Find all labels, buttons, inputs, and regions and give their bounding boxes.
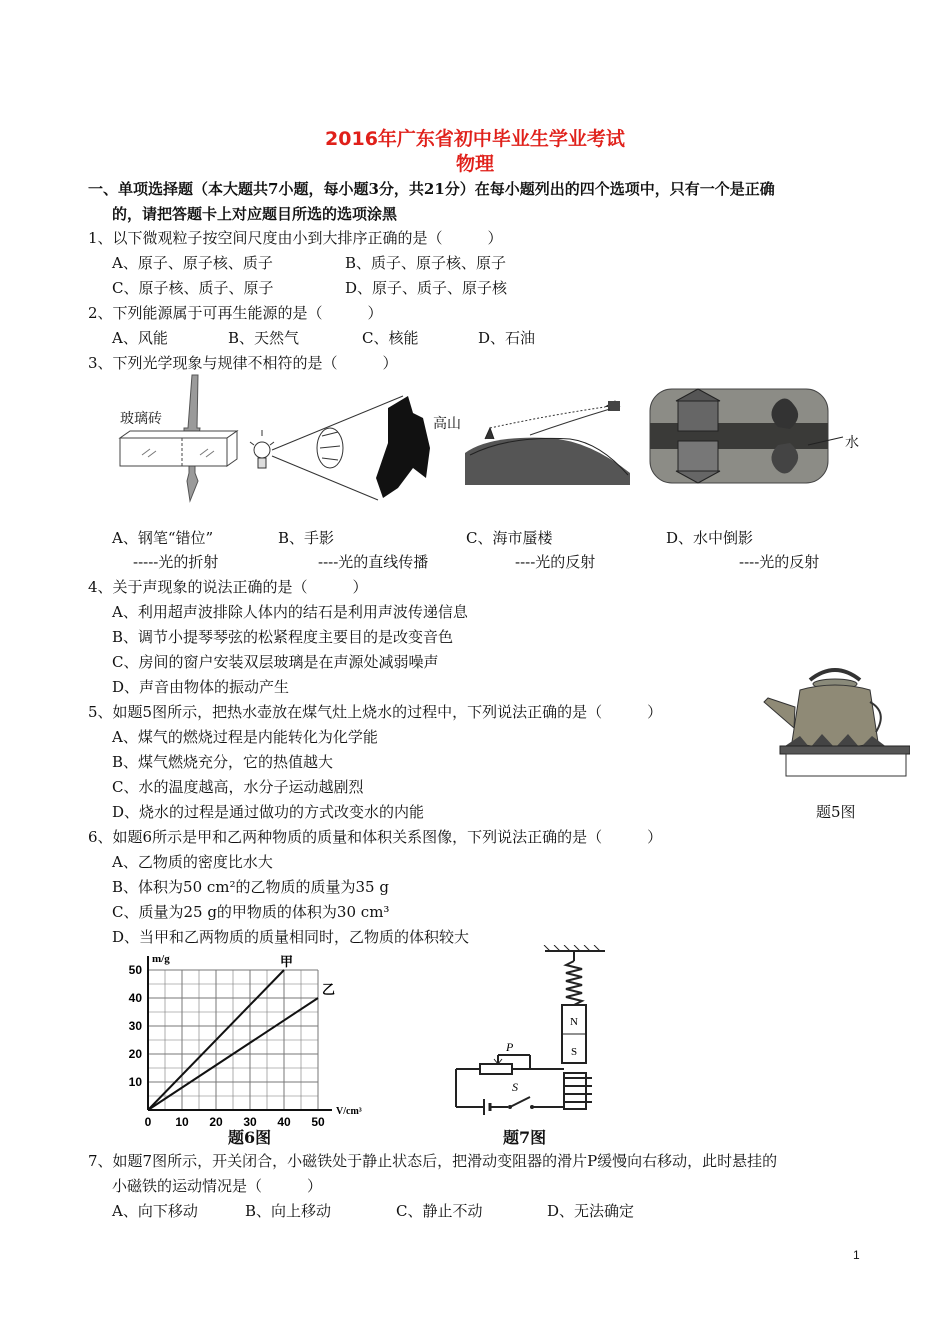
y-tick-label: 10 [128, 1075, 142, 1089]
q2-option-d: D、石油 [478, 329, 536, 347]
q7-figure-circuit [440, 945, 610, 1115]
label-glass-brick: 玻璃砖 [120, 411, 162, 427]
q3-option-c: C、海市蜃楼 [466, 529, 553, 547]
q6-option-d: D、当甲和乙两物质的质量相同时，乙物质的体积较大 [112, 928, 470, 946]
section-heading-line1: 一、单项选择题（本大题共7小题，每小题3分，共21分）在每小题列出的四个选项中，只有一个是正确 [88, 180, 775, 198]
q1-stem: 1、以下微观粒子按空间尺度由小到大排序正确的是（ ） [88, 229, 503, 247]
q6-option-c: C、质量为25 g的甲物质的体积为30 cm³ [112, 903, 390, 921]
q2-stem: 2、下列能源属于可再生能源的是（ ） [88, 304, 383, 322]
q6-mass-volume-chart [120, 950, 400, 1150]
q3-option-a: A、钢笔“错位” [112, 529, 214, 547]
q5-option-d: D、烧水的过程是通过做功的方式改变水的内能 [112, 803, 425, 821]
q3-option-d: D、水中倒影 [666, 529, 754, 547]
x-tick-label: 10 [175, 1115, 189, 1129]
q2-option-c: C、核能 [362, 329, 419, 347]
y-tick-label: 20 [128, 1047, 142, 1061]
x-tick-label: 0 [144, 1115, 152, 1129]
section-heading-line2: 的，请把答题卡上对应题目所选的选项涂黑 [112, 205, 398, 223]
q3-option-b-law: ----光的直线传播 [318, 553, 429, 571]
q5-option-b: B、煤气燃烧充分，它的热值越大 [112, 753, 334, 771]
magnet-n-label: N [570, 1016, 578, 1028]
q3-option-b: B、手影 [278, 529, 335, 547]
q3-figure-hand-shadow [248, 388, 438, 510]
label-water: 水 [845, 435, 859, 451]
q5-option-a: A、煤气的燃烧过程是内能转化为化学能 [112, 728, 378, 746]
q7-stem-line2: 小磁铁的运动情况是（ ） [112, 1177, 323, 1195]
q7-figure-caption: 题7图 [503, 1128, 547, 1147]
q3-option-d-law: ----光的反射 [739, 553, 820, 571]
q2-option-b: B、天然气 [228, 329, 300, 347]
y-tick-label: 30 [128, 1019, 142, 1033]
x-tick-label: 30 [243, 1115, 257, 1129]
label-mountain: 高山 [433, 416, 461, 432]
chart-series [148, 955, 335, 1110]
q4-option-d: D、声音由物体的振动产生 [112, 678, 290, 696]
q7-option-a: A、向下移动 [112, 1202, 198, 1220]
x-tick-label: 40 [277, 1115, 291, 1129]
chart-axes [148, 953, 362, 1117]
q3-option-c-law: ----光的反射 [515, 553, 596, 571]
q6-option-a: A、乙物质的密度比水大 [112, 853, 273, 871]
q1-option-d: D、原子、质子、原子核 [345, 279, 508, 297]
q7-stem-line1: 7、如题7图所示，开关闭合，小磁铁处于静止状态后，把滑动变阻器的滑片P缓慢向右移动，此时悬挂的 [88, 1152, 778, 1170]
q6-figure-caption: 题6图 [228, 1128, 272, 1147]
slider-p-label: P [506, 1040, 514, 1054]
subject-title: 物理 [455, 153, 494, 175]
chart-grid [148, 970, 318, 1110]
q5-stem: 5、如题5图所示，把热水壶放在煤气灶上烧水的过程中，下列说法正确的是（ ） [88, 703, 663, 721]
y-tick-label: 50 [128, 963, 142, 977]
magnet-s-label: S [570, 1046, 578, 1058]
page-number: 1 [853, 1248, 860, 1262]
q3-figure-pen-glass [112, 373, 247, 503]
y-axis-label: m/g [152, 953, 170, 965]
x-tick-label: 50 [311, 1115, 325, 1129]
q3-option-a-law: -----光的折射 [133, 553, 219, 571]
q5-figure-kettle [760, 662, 910, 780]
q6-option-b: B、体积为50 cm²的乙物质的质量为35 g [112, 878, 389, 896]
q5-figure-caption: 题5图 [816, 803, 856, 821]
x-tick-label: 20 [209, 1115, 223, 1129]
q7-option-b: B、向上移动 [245, 1202, 332, 1220]
exam-title: 2016年广东省初中毕业生学业考试 [325, 128, 625, 150]
q3-figure-water-reflection [648, 387, 858, 487]
q4-option-b: B、调节小提琴琴弦的松紧程度主要目的是改变音色 [112, 628, 454, 646]
q4-stem: 4、关于声现象的说法正确的是（ ） [88, 578, 368, 596]
q7-option-c: C、静止不动 [396, 1202, 483, 1220]
q4-option-c: C、房间的窗户安装双层玻璃是在声源处减弱噪声 [112, 653, 439, 671]
q1-option-b: B、质子、原子核、原子 [345, 254, 507, 272]
series-label-2: 乙 [322, 983, 336, 998]
q3-figure-mirage [430, 393, 635, 488]
q2-option-a: A、风能 [112, 329, 168, 347]
switch-s-label: S [512, 1080, 518, 1094]
y-tick-label: 40 [128, 991, 142, 1005]
q3-stem: 3、下列光学现象与规律不相符的是（ ） [88, 354, 398, 372]
q4-option-a: A、利用超声波排除人体内的结石是利用声波传递信息 [112, 603, 468, 621]
x-axis-label: V/cm³ [336, 1106, 362, 1117]
q6-stem: 6、如题6所示是甲和乙两种物质的质量和体积关系图像，下列说法正确的是（ ） [88, 828, 663, 846]
series-label-1: 甲 [280, 955, 294, 970]
q5-option-c: C、水的温度越高，水分子运动越剧烈 [112, 778, 364, 796]
q1-option-c: C、原子核、质子、原子 [112, 279, 274, 297]
q7-option-d: D、无法确定 [547, 1202, 635, 1220]
q1-option-a: A、原子、原子核、质子 [112, 254, 273, 272]
